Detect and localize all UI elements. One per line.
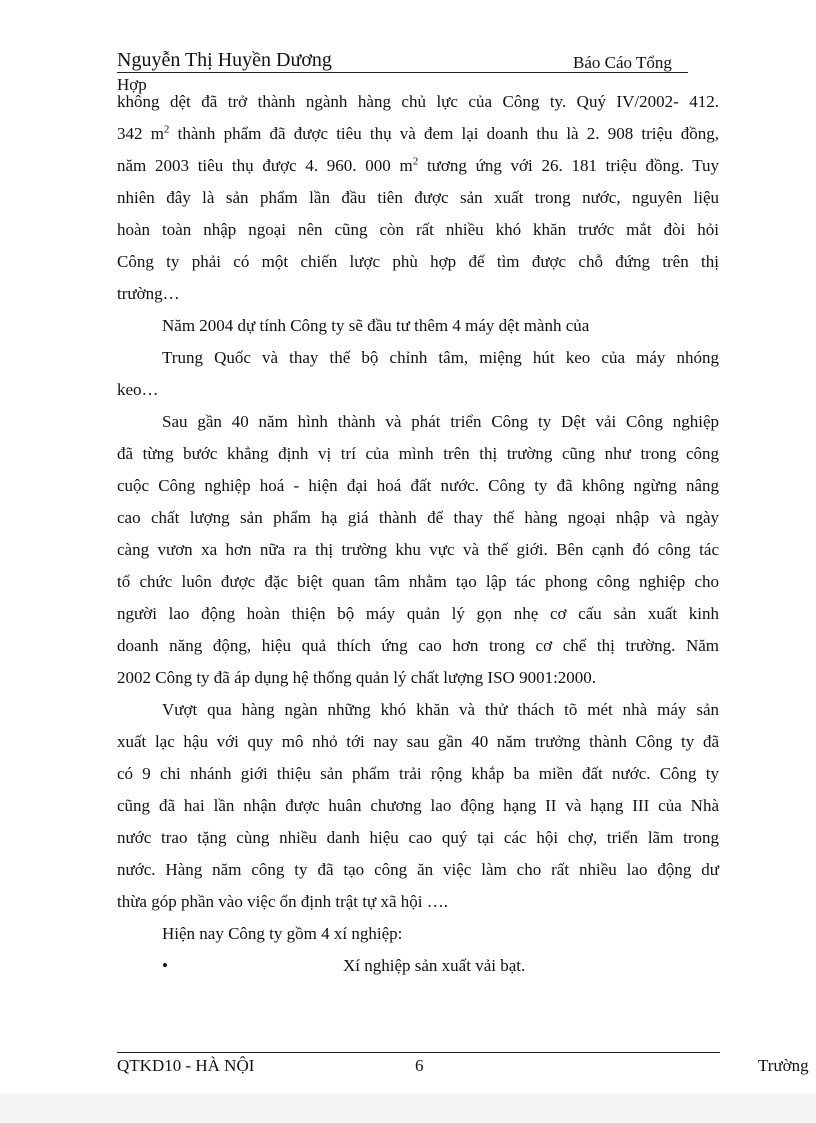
text-line: không dệt đã trở thành ngành hàng chủ lực của Công ty. Quý IV/2002- 412. bbox=[117, 92, 719, 111]
bullet-item bbox=[117, 956, 719, 980]
text-line: xuất lạc hậu với quy mô nhỏ tới nay sau gần 40 năm trưởng thành Công ty đã bbox=[117, 732, 719, 751]
text-line: keo… bbox=[117, 380, 159, 399]
text-line: tổ chức luôn được đặc biệt quan tâm nhằm tạo lập tác phong công nghiệp cho bbox=[117, 572, 719, 591]
text-line: người lao động hoàn thiện bộ máy quản lý gọn nhẹ cơ cấu sản xuất kinh bbox=[117, 604, 719, 623]
page-number: 6 bbox=[415, 1056, 424, 1075]
text-line: doanh năng động, hiệu quả thích ứng cao hơn trong cơ chế thị trường. Năm bbox=[117, 636, 719, 655]
text-line: đã từng bước khẳng định vị trí của mình trên thị trường cũng như trong công bbox=[117, 444, 719, 463]
text-line: Vượt qua hàng ngàn những khó khăn và thử thách tõ mét nhà máy sản bbox=[162, 700, 719, 719]
text-line: nhiên đây là sản phẩm lần đầu tiên được sản xuất trong nước, nguyên liệu bbox=[117, 188, 719, 207]
text-line: Sau gần 40 năm hình thành và phát triển Công ty Dệt vải Công nghiệp bbox=[162, 412, 719, 431]
text-line: có 9 chi nhánh giới thiệu sản phẩm trải rộng khắp ba miền đất nước. Công ty bbox=[117, 764, 719, 783]
header-report-title: Báo Cáo Tổng bbox=[573, 53, 672, 72]
text-line: Năm 2004 dự tính Công ty sẽ đầu tư thêm 4 máy dệt mành của bbox=[162, 316, 590, 335]
bullet-text: Xí nghiệp sản xuất vải bạt. bbox=[343, 956, 526, 975]
bullet-icon: • bbox=[162, 956, 168, 975]
footer-rule bbox=[117, 1052, 720, 1053]
page-header bbox=[117, 48, 717, 94]
page-bottom-band bbox=[0, 1093, 816, 1123]
text-line: cao chất lượng sản phẩm hạ giá thành để thay thế hàng ngoại nhập và ngày bbox=[117, 508, 719, 527]
header-rule bbox=[117, 72, 688, 73]
header-author: Nguyễn Thị Huyền Dương bbox=[117, 49, 332, 71]
text-line: 342 $m^2$ thành phẩm đã được tiêu thụ và đem lại doanh thu là 2. 908 triệu đồng, bbox=[117, 123, 719, 143]
text-line: Trung Quốc và thay thế bộ chỉnh tâm, miệng hút keo của máy nhóng bbox=[162, 348, 719, 367]
text-line: 2002 Công ty đã áp dụng hệ thống quản lý chất lượng ISO 9001:2000. bbox=[117, 668, 597, 687]
text-line: thừa góp phần vào việc ổn định trật tự xã hội …. bbox=[117, 892, 448, 911]
text-line: nước trao tặng cùng nhiều danh hiệu cao quý tại các hội chợ, triển lãm trong bbox=[117, 828, 719, 847]
text-line: trường… bbox=[117, 284, 180, 303]
text-line: cuộc Công nghiệp hoá - hiện đại hoá đất nước. Công ty đã không ngừng nâng bbox=[117, 476, 719, 495]
text-line: nước. Hàng năm công ty đã tạo công ăn việc làm cho rất nhiều lao động dư bbox=[117, 860, 719, 879]
footer-left: QTKD10 - HÀ NỘI bbox=[117, 1056, 255, 1075]
header-report-title-cont: Hợp bbox=[117, 75, 147, 94]
footer-right: Trường bbox=[758, 1056, 809, 1075]
text-line: Hiện nay Công ty gồm 4 xí nghiệp: bbox=[162, 924, 403, 943]
text-line: năm 2003 tiêu thụ được 4. 960. 000 $m^2$ tương ứng với 26. 181 triệu đồng. Tuy bbox=[117, 155, 719, 175]
text-line: cũng đã hai lần nhận được huân chương lao động hạng II và hạng III của Nhà bbox=[117, 796, 719, 815]
text-line: càng vươn xa hơn nữa ra thị trường khu vực và thế giới. Bên cạnh đó công tác bbox=[117, 540, 719, 559]
text-line: hoàn toàn nhập ngoại nên cũng còn rất nhiều khó khăn trước mắt đòi hỏi bbox=[117, 220, 719, 239]
text-line: Công ty phải có một chiến lược phù hợp để tìm được chỗ đứng trên thị bbox=[117, 252, 719, 271]
